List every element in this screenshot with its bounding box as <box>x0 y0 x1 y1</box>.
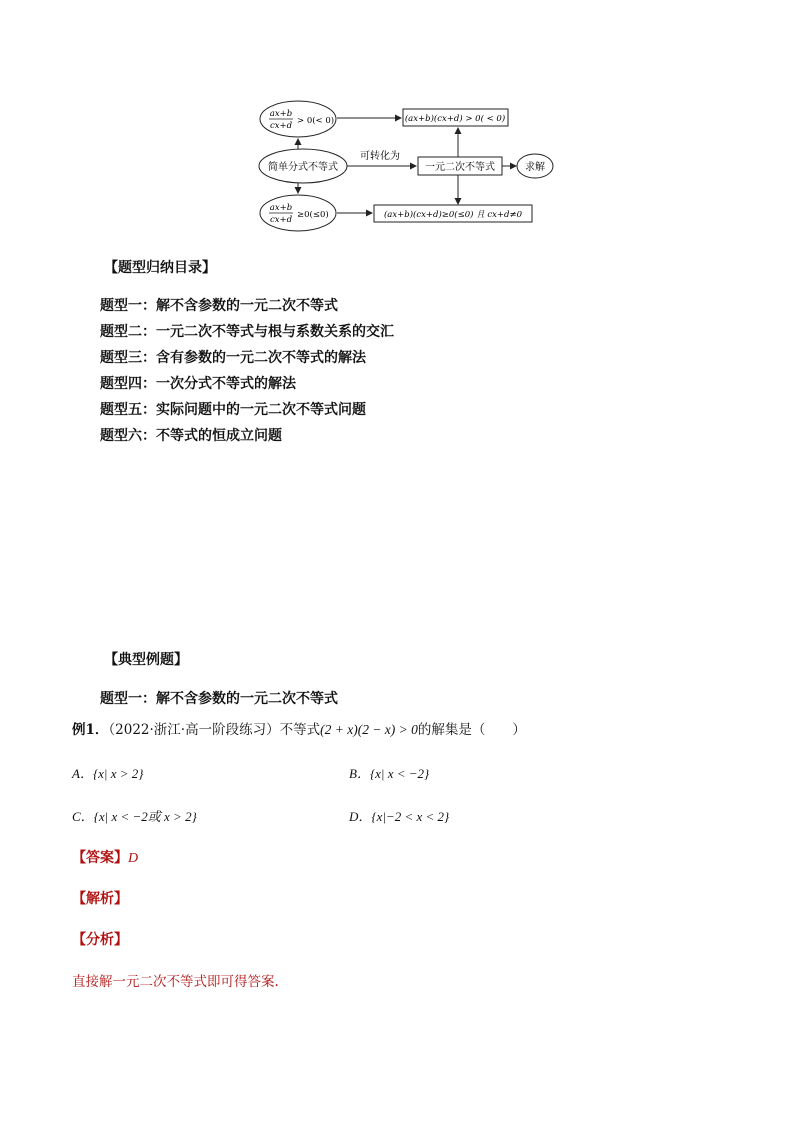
option-d[interactable] <box>349 806 449 825</box>
fenxi-label: 【分析】 <box>72 932 128 948</box>
fraction-ge-ellipse <box>260 195 336 231</box>
option-b-label: B． <box>349 766 370 781</box>
option-c[interactable] <box>72 806 197 825</box>
product-ge-box <box>374 205 532 222</box>
toc-item-5: 题型五：实际问题中的一元二次不等式问题 <box>100 402 366 418</box>
option-c-label: C． <box>72 809 94 824</box>
option-d-text: {x|−2 < x < 2} <box>371 809 450 824</box>
fenxi-text: 直接解一元二次不等式即可得答案. <box>72 974 279 990</box>
toc-item-1: 题型一：解不含参数的一元二次不等式 <box>100 298 338 314</box>
quadratic-inequality-box <box>418 157 502 175</box>
inequality-expression: (2 + x)(2 − x) > 0 <box>320 722 418 737</box>
toc-item-2: 题型二：一元二次不等式与根与系数关系的交汇 <box>100 324 394 340</box>
toc-list <box>100 293 394 449</box>
product-gt-box <box>403 109 508 126</box>
concept-flow-diagram <box>250 95 560 235</box>
svg-text:一元二次不等式: 一元二次不等式 <box>425 162 495 173</box>
option-a-text: {x| x > 2} <box>92 766 144 781</box>
convert-label: 可转化为 <box>360 151 400 162</box>
answer-line <box>72 847 138 867</box>
type-one-title: 题型一：解不含参数的一元二次不等式 <box>100 691 338 707</box>
option-a-label: A． <box>72 766 93 781</box>
question-suffix: 的解集是（ ） <box>417 722 526 738</box>
example-source: （2022·浙江·高一阶段练习）不等式 <box>108 722 321 738</box>
solve-ellipse <box>517 154 553 178</box>
option-b[interactable] <box>349 763 429 782</box>
example-label: 例1． <box>72 722 109 738</box>
fraction-gt-ellipse <box>260 101 336 137</box>
svg-text:cx+d: cx+d <box>269 121 293 131</box>
toc-item-6: 题型六：不等式的恒成立问题 <box>100 428 282 444</box>
svg-text:简单分式不等式: 简单分式不等式 <box>268 162 338 173</box>
option-c-text: {x| x < −2或 x > 2} <box>93 809 197 824</box>
analysis-label: 【解析】 <box>72 891 128 907</box>
svg-text:ax+b: ax+b <box>269 109 293 119</box>
svg-text:ax+b: ax+b <box>269 203 293 213</box>
option-b-text: {x| x < −2} <box>369 766 430 781</box>
example-1-question <box>72 718 526 738</box>
examples-heading: 【典型例题】 <box>104 652 188 668</box>
option-a[interactable] <box>72 763 144 782</box>
toc-item-3: 题型三：含有参数的一元二次不等式的解法 <box>100 350 366 366</box>
answer-label: 【答案】 <box>72 850 128 866</box>
simple-fraction-inequality-ellipse <box>259 149 347 183</box>
svg-text:> 0(< 0): > 0(< 0) <box>297 116 335 126</box>
svg-text:(ax+b)(cx+d)≥0(≤0) 且 cx+d≠0: (ax+b)(cx+d)≥0(≤0) 且 cx+d≠0 <box>383 210 523 220</box>
svg-text:求解: 求解 <box>525 162 545 173</box>
svg-text:cx+d: cx+d <box>269 215 293 225</box>
svg-text:≥0(≤0): ≥0(≤0) <box>297 210 329 220</box>
toc-heading: 【题型归纳目录】 <box>104 260 216 276</box>
toc-item-4: 题型四：一次分式不等式的解法 <box>100 376 296 392</box>
answer-value: D <box>128 851 139 866</box>
svg-text:(ax+b)(cx+d) > 0( < 0): (ax+b)(cx+d) > 0( < 0) <box>404 114 506 124</box>
option-d-label: D． <box>349 809 372 824</box>
